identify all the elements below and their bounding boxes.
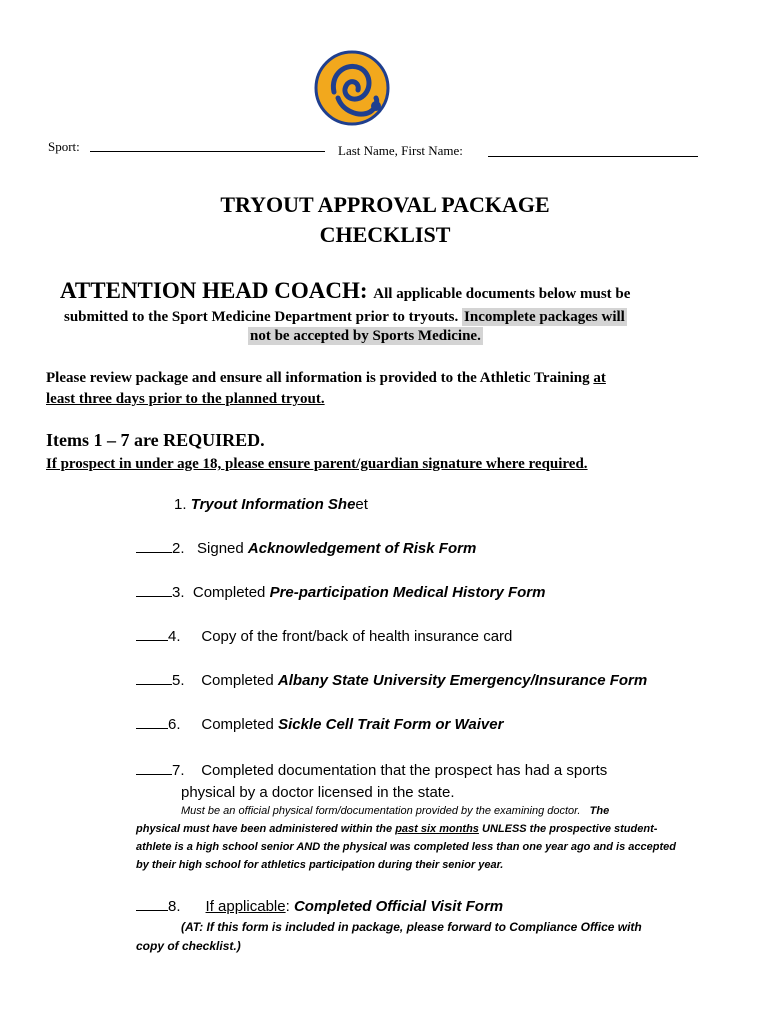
checkbox-blank[interactable]: [136, 672, 172, 685]
checklist-item-8: [136, 898, 503, 915]
checklist-item-1: [174, 496, 368, 513]
item-number: 6.: [168, 716, 181, 733]
item-number: 1.: [174, 496, 187, 513]
note-text: Must be an official physical form/documentation provided by the examining doctor.: [181, 805, 581, 817]
item-7-note-line3: athlete is a high school senior AND the physical was completed less than one year ago and is accepted: [136, 841, 676, 853]
attention-heading: [60, 278, 720, 304]
item-prefix: Completed: [201, 672, 278, 689]
item-title: Pre-participation Medical History Form: [269, 584, 546, 601]
name-field[interactable]: [488, 155, 698, 157]
item-7-note-line2: [136, 823, 657, 835]
attention-highlight2: not be accepted by Sports Medicine.: [250, 328, 481, 344]
note-text: UNLESS the prospective student-: [478, 823, 658, 835]
ram-logo-icon: [312, 48, 394, 130]
attention-text1: All applicable documents below must be: [373, 286, 631, 302]
item-number: 2.: [172, 540, 185, 557]
checkbox-blank[interactable]: [136, 628, 168, 641]
checklist-item-7: [136, 762, 607, 779]
checklist-item-3: [136, 584, 545, 601]
sport-field[interactable]: [90, 150, 325, 152]
item-prefix: Completed: [201, 716, 279, 733]
item-number: 7.: [172, 762, 185, 779]
item-prefix: Completed: [192, 584, 270, 601]
note-text-bold: The: [589, 805, 610, 817]
item-applicable: If applicable: [205, 898, 286, 915]
item-title: Tryout Information She: [190, 496, 356, 513]
attention-line3: [248, 328, 483, 345]
item-8-note-line2: copy of checklist.): [136, 939, 241, 953]
name-label: Last Name, First Name:: [338, 143, 463, 158]
item-7-line2: physical by a doctor licensed in the state.: [181, 784, 455, 801]
review-line1: [46, 370, 606, 387]
item-title: Completed Official Visit Form: [293, 898, 504, 915]
required-heading: Items 1 – 7 are REQUIRED.: [46, 430, 265, 450]
note-text: physical must have been administered within the: [136, 823, 396, 835]
checklist-item-2: [136, 540, 476, 557]
item-number: 5.: [172, 672, 185, 689]
required-subheading: If prospect in under age 18, please ensure parent/guardian signature where required.: [46, 456, 588, 472]
checkbox-blank[interactable]: [136, 762, 172, 775]
note-underline: past six months: [395, 823, 479, 835]
item-title-rest: et: [355, 496, 368, 513]
checkbox-blank[interactable]: [136, 716, 168, 729]
checkbox-blank[interactable]: [136, 540, 172, 553]
page-title: TRYOUT APPROVAL PACKAGE: [220, 192, 550, 217]
item-number: 3.: [172, 584, 185, 601]
checklist-item-6: [136, 716, 503, 733]
item-title: Copy of the front/back of health insurance card: [201, 628, 513, 645]
item-8-note-line1: (AT: If this form is included in package, please forward to Compliance Office with: [181, 920, 642, 934]
item-prefix: Signed: [197, 540, 248, 557]
checkbox-blank[interactable]: [136, 584, 172, 597]
attention-label: ATTENTION HEAD COACH:: [60, 278, 368, 303]
item-7-note-line4: by their high school for athletics participation during their senior year.: [136, 859, 504, 871]
checklist-item-4: [136, 628, 512, 645]
item-title: Sickle Cell Trait Form or Waiver: [278, 716, 504, 733]
attention-text2: submitted to the Sport Medicine Department prior to tryouts.: [64, 309, 459, 325]
sport-label: Sport:: [48, 139, 80, 154]
checklist-item-5: [136, 672, 647, 689]
review-text: Please review package and ensure all information is provided to the Athletic Training: [46, 370, 590, 386]
checkbox-blank[interactable]: [136, 898, 168, 911]
attention-highlight: Incomplete packages will: [464, 309, 625, 325]
item-title: Acknowledgement of Risk Form: [247, 540, 477, 557]
item-number: 8.: [168, 898, 181, 915]
review-line2: least three days prior to the planned tryout.: [46, 391, 325, 407]
attention-line2: [64, 309, 627, 326]
item-number: 4.: [168, 628, 181, 645]
review-underline: at: [593, 370, 606, 386]
item-7-note-line1: [181, 805, 609, 817]
item-title: Completed documentation that the prospect has had a sports: [201, 762, 608, 779]
page-title-line2: CHECKLIST: [319, 222, 451, 247]
item-colon: :: [285, 898, 294, 915]
item-title: Albany State University Emergency/Insurance Form: [277, 672, 648, 689]
